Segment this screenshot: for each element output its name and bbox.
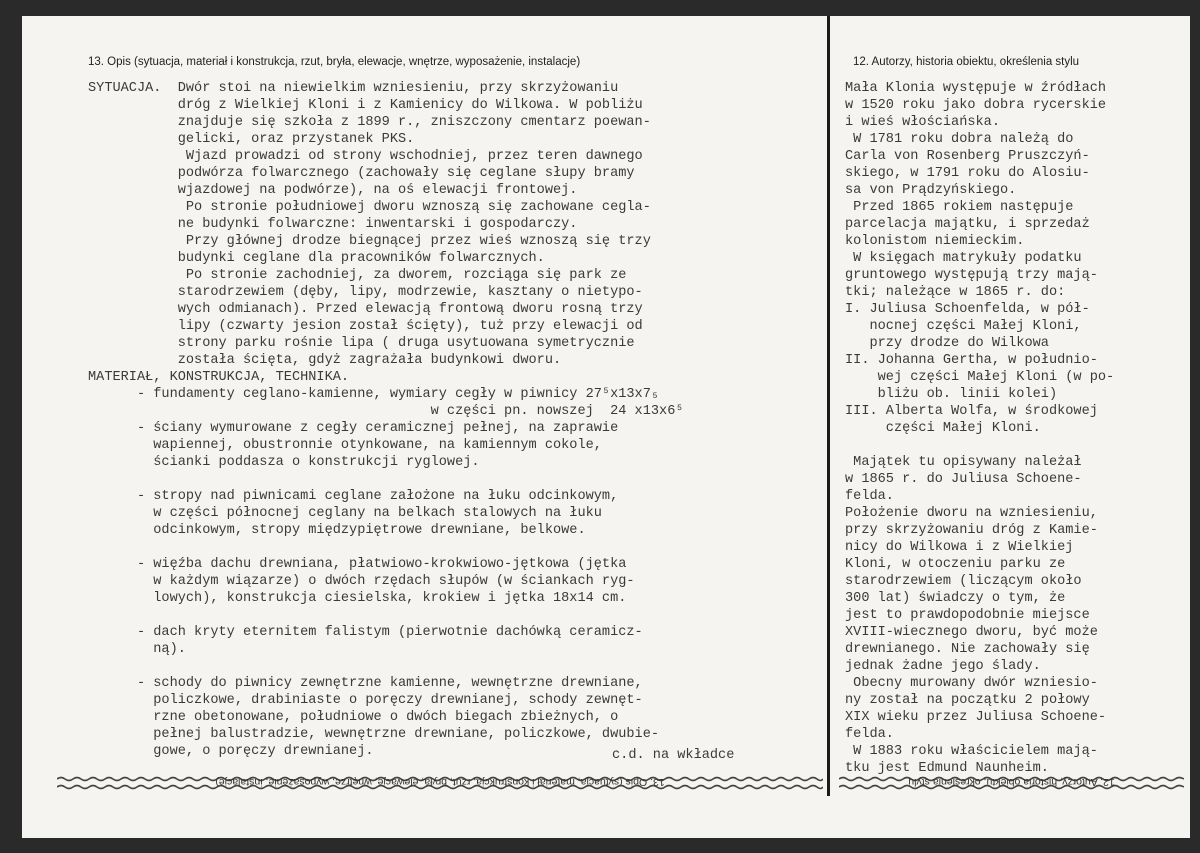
scan-border-top — [0, 0, 1200, 16]
scan-border-right — [1190, 0, 1200, 853]
scan-border-left — [0, 0, 22, 853]
footer-left-inverted-title: 13. Opis (sytuacja, materiał i konstrukcja, rzut, bryła, elewacje, wnętrze, wyposażenie, instalacje) — [215, 776, 665, 788]
scan-border-bottom — [0, 838, 1200, 853]
continued-note: c.d. na wkładce — [612, 748, 735, 763]
history-text: Mała Klonia występuje w źródłach w 1520 roku jako dobra rycerskie i wieś włościańska. W 1781 roku dobra należą do Carla von Rosenberg Pruszczyń- skiego, w 1791 roku do Alosiu- sa von Prądzyńskiego. Przed 1865 rokiem następuje parcelacja majątku, i sprzedaż kolonistom niemieckim. W księgach matrykuły podatku gruntowego występują trzy mają- tki; należące w 1865 r. do: I. Juliusa Schoenfelda, w pół- nocnej części Małej Kloni, przy drodze do Wilkowa II. Johanna Gertha, w południo- wej części Małej Kloni (w po- bliżu ob. linii kolei) III. Alberta Wolfa, w środkowej części Małej Kloni. Majątek tu opisywany należał w 1865 r. do Juliusa Schoene- felda. Położenie dworu na wzniesieniu, przy skrzyżowaniu dróg z Kamie- nicy do Wilkowa i z Wielkiej Kloni, w otoczeniu parku ze starodrzewiem (liczącym około 300 lat) świadczy o tym, że jest to prawdopodobnie miejsce XVIII-wiecznego dworu, być może drewnianego. Nie zachowały się jednak żadne jego ślady. Obecny murowany dwór wzniesio- ny został na początku 2 połowy XIX wieku przez Juliusa Schoene- felda. W 1883 roku właścicielem mają- tku jest Edmund Naunheim. — [845, 81, 1115, 776]
footer-left-band — [57, 776, 823, 790]
footer-right-band — [839, 776, 1184, 790]
description-text: SYTUACJA. Dwór stoi na niewielkim wzniesieniu, przy skrzyżowaniu dróg z Wielkiej Kloni i z Kamienicy do Wilkowa. W pobliżu znajduje się szkoła z 1899 r., zniszczony cmentarz poewan- gelicki, oraz przystanek PKS. Wjazd prowadzi od strony wschodniej, przez teren dawnego podwórza folwarcznego (zachowały się ceglane słupy bramy wjazdowej na podwórze), na oś elewacji frontowej. Po stronie południowej dworu wznoszą się zachowane cegla- ne budynki folwarczne: inwentarski i gospodarczy. Przy głównej drodze biegnącej przez wieś wznoszą się trzy budynki ceglane dla pracowników folwarcznych. Po stronie zachodniej, za dworem, rozciąga się park ze starodrzewiem (dęby, lipy, modrzewie, kasztany o nietypo- wych odmianach). Przed elewacją frontową dworu rosną trzy lipy (czwarty jesion został ścięty), tuż przy elewacji od strony parku rośnie lipa ( druga usytuowana symetrycznie została ścięta, gdyż zagrażała budynkowi dworu. MATERIAŁ, KONSTRUKCJA, TECHNIKA. - fundamenty ceglano-kamienne, wymiary cegły w piwnicy 27⁵x13x7₅ w części pn. nowszej 24 x13x6⁵ - ściany wymurowane z cegły ceramicznej pełnej, na zaprawie wapiennej, obustronnie otynkowane, na kamiennym cokole, ścianki poddasza o konstrukcji ryglowej. - stropy nad piwnicami ceglane założone na łuku odcinkowym, w części północnej ceglany na belkach stalowych na łuku odcinkowym, stropy międzypiętrowe drewniane, belkowe. - więźba dachu drewniana, płatwiowo-krokwiowo-jętkowa (jętka w każdym wiązarze) o dwóch rzędach słupów (w ściankach ryg- lowych), konstrukcja ciesielska, krokiew i jętka 18x14 cm. - dach kryty eternitem falistym (pierwotnie dachówką ceramicz- ną). - schody do piwnicy zewnętrzne kamienne, wewnętrzne drewniane, policzkowe, drabiniaste o poręczy drewnianej, schody zewnęt- rzne obetonowane, południowe o dwóch biegach zbieżnych, o pełnej balustradzie, wewnętrzne drewniane, policzkowe, dwubie- gowe, o poręczy drewnianej. — [88, 81, 684, 759]
section-13-header: 13. Opis (sytuacja, materiał i konstrukcja, rzut, bryła, elewacje, wnętrze, wyposażenie, instalacje) — [88, 56, 581, 68]
footer-right-inverted-title: 12. Autorzy, historia obiektu, określenia stylu — [908, 776, 1115, 788]
column-divider — [827, 16, 830, 796]
section-12-header: 12. Autorzy, historia obiektu, określenia stylu — [853, 56, 1080, 68]
